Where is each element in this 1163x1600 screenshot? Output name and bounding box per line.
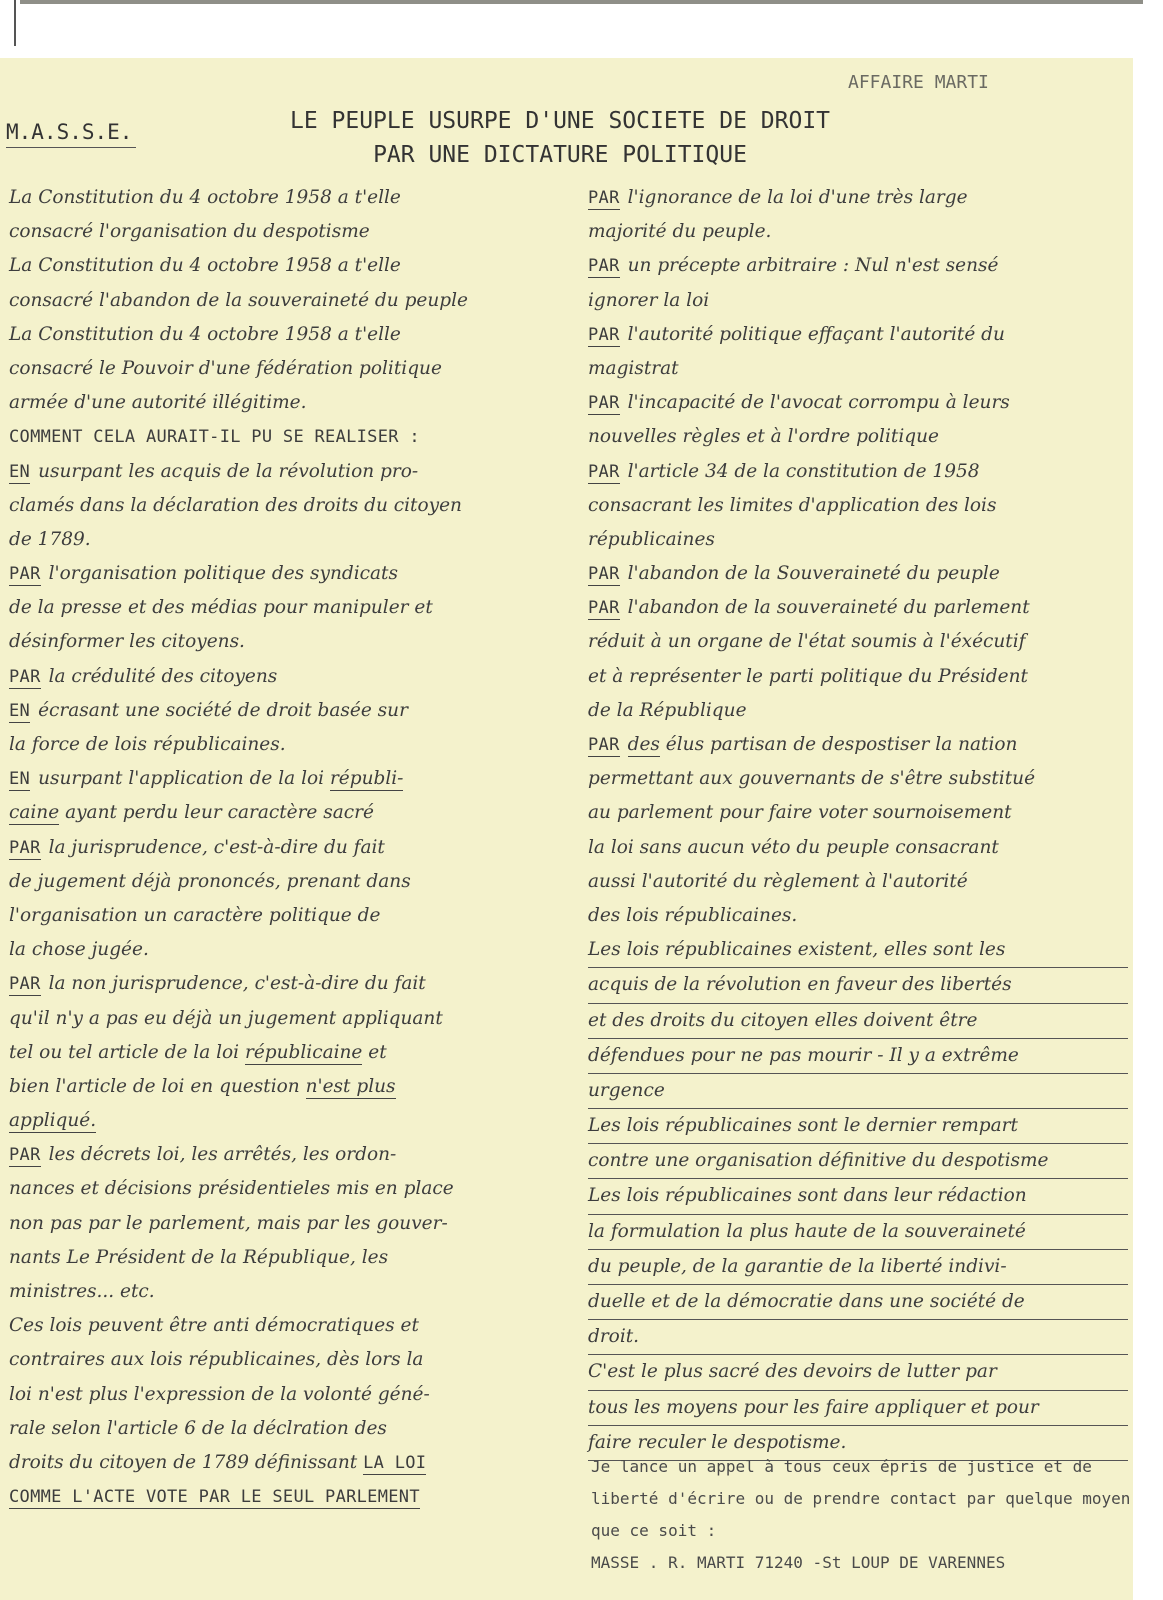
line-text: l'ignorance de la loi d'une très large bbox=[627, 187, 968, 208]
text-line: défendues pour ne pas mourir - Il y a extrême bbox=[588, 1039, 1128, 1074]
text-line: désinformer les citoyens. bbox=[9, 631, 245, 653]
text-line: et des droits du citoyen elles doivent être bbox=[588, 1004, 1128, 1039]
keyword: PAR bbox=[588, 324, 620, 345]
text-line: du peuple, de la garantie de la liberté indivi- bbox=[588, 1250, 1128, 1285]
text-line: rale selon l'article 6 de la déclration des bbox=[9, 1417, 387, 1439]
text-line: réduit à un organe de l'état soumis à l'éxécutif bbox=[588, 631, 1026, 653]
text-line: Ces lois peuvent être anti démocratiques et bbox=[9, 1315, 419, 1337]
text-line: républicaines bbox=[588, 528, 715, 550]
appeal-line: que ce soit : bbox=[591, 1521, 717, 1540]
text-line: permettant aux gouvernants de s'être substitué bbox=[588, 768, 1036, 790]
text-line bbox=[588, 591, 1128, 625]
line-text: l'article 34 de la constitution de 1958 bbox=[627, 460, 980, 482]
text-line: et à représenter le parti politique du Président bbox=[588, 665, 1028, 687]
appeal-line: liberté d'écrire ou de prendre contact par quelque moyen bbox=[591, 1489, 1131, 1508]
text-line bbox=[588, 386, 1128, 420]
keyword: PAR bbox=[588, 735, 620, 755]
text-line: La Constitution du 4 octobre 1958 a t'elle bbox=[9, 187, 401, 208]
text-line: la formulation la plus haute de la souveraineté bbox=[588, 1215, 1128, 1250]
text-line bbox=[9, 762, 549, 796]
line-text: bien l'article de loi en question bbox=[9, 1075, 300, 1097]
text-line: la force de lois républicaines. bbox=[9, 734, 286, 755]
text-line bbox=[588, 318, 1128, 352]
text-line bbox=[9, 1138, 549, 1172]
line-text: la crédulité des citoyens bbox=[48, 665, 278, 687]
line-text: usurpant les acquis de la révolution pro- bbox=[38, 460, 419, 482]
text-line: faire reculer le despotisme. bbox=[588, 1426, 1128, 1461]
line-text: droits du citoyen de 1789 définissant bbox=[9, 1451, 358, 1473]
text-line: la loi sans aucun véto du peuple consacrant bbox=[588, 836, 999, 858]
keyword: PAR bbox=[9, 564, 41, 585]
text-line: non pas par le parlement, mais par les gouver- bbox=[9, 1212, 448, 1234]
signoff-block bbox=[591, 1451, 1131, 1579]
text-line: tous les moyens pour les faire appliquer et pour bbox=[588, 1391, 1128, 1426]
text-line: des lois républicaines. bbox=[588, 904, 798, 926]
text-line: consacré le Pouvoir d'une fédération politique bbox=[9, 357, 442, 379]
text-line: magistrat bbox=[588, 357, 679, 379]
text-line bbox=[9, 660, 549, 694]
page-title bbox=[240, 104, 880, 172]
section-heading: COMMENT CELA AURAIT-IL PU SE REALISER : bbox=[9, 427, 420, 448]
line-text: l'abandon de la souveraineté du parlement bbox=[627, 597, 1030, 619]
underlined-text: COMME L'ACTE VOTE PAR LE SEUL PARLEMENT bbox=[9, 1487, 420, 1508]
keyword: EN bbox=[9, 769, 31, 790]
text-line: clamés dans la déclaration des droits du citoyen bbox=[9, 494, 462, 516]
text-line: aussi l'autorité du règlement à l'autorité bbox=[588, 870, 968, 892]
keyword: PAR bbox=[9, 974, 41, 995]
text-line: Les lois républicaines existent, elles sont les bbox=[588, 933, 1128, 968]
line-text: élus partisan de despostiser la nation bbox=[665, 734, 1018, 755]
underlined-text: LA LOI bbox=[363, 1452, 427, 1473]
text-line: acquis de la révolution en faveur des libertés bbox=[588, 968, 1128, 1003]
text-line: armée d'une autorité illégitime. bbox=[9, 392, 307, 414]
line-text: l'incapacité de l'avocat corrompu à leurs bbox=[627, 392, 1010, 414]
underlined-text: appliqué. bbox=[9, 1110, 97, 1132]
text-line: contre une organisation définitive du despotisme bbox=[588, 1144, 1128, 1179]
underlined-text: n'est plus bbox=[305, 1075, 396, 1097]
text-line: majorité du peuple. bbox=[588, 221, 772, 243]
text-line: La Constitution du 4 octobre 1958 a t'elle bbox=[9, 323, 401, 345]
scan-top-edge bbox=[20, 0, 1143, 4]
keyword: PAR bbox=[588, 188, 620, 208]
text-line: C'est le plus sacré des devoirs de lutter par bbox=[588, 1355, 1128, 1390]
underlined-text: caine bbox=[9, 802, 60, 824]
text-line: consacrant les limites d'application des lois bbox=[588, 494, 997, 516]
text-line: Les lois républicaines sont dans leur rédaction bbox=[588, 1179, 1128, 1214]
keyword: PAR bbox=[588, 598, 620, 619]
text-line bbox=[9, 1036, 549, 1070]
text-line: de la presse et des médias pour manipuler et bbox=[9, 597, 433, 619]
line-text: l'abandon de la Souveraineté du peuple bbox=[627, 563, 1000, 585]
text-line: nouvelles règles et à l'ordre politique bbox=[588, 426, 939, 448]
keyword: EN bbox=[9, 461, 31, 482]
keyword: EN bbox=[9, 700, 31, 721]
scan-left-edge bbox=[14, 0, 16, 46]
text-line: consacré l'organisation du despotisme bbox=[9, 221, 370, 243]
text-line bbox=[9, 1446, 549, 1480]
line-text: ayant perdu leur caractère sacré bbox=[65, 802, 374, 824]
text-line: contraires aux lois républicaines, dès lors la bbox=[9, 1349, 424, 1371]
appeal-line: Je lance un appel à tous ceux épris de justice et de bbox=[591, 1457, 1092, 1476]
right-column bbox=[588, 181, 1128, 1461]
text-line: la chose jugée. bbox=[9, 939, 149, 961]
keyword: PAR bbox=[9, 1145, 41, 1166]
text-line: La Constitution du 4 octobre 1958 a t'elle bbox=[9, 255, 401, 277]
text-line bbox=[9, 967, 549, 1001]
text-line: urgence bbox=[588, 1074, 1128, 1109]
organization-acronym: M.A.S.S.E. bbox=[6, 120, 136, 148]
line-text: usurpant l'application de la loi bbox=[38, 768, 325, 790]
text-line: de la République bbox=[588, 699, 747, 721]
text-line: qu'il n'y a pas eu déjà un jugement appliquant bbox=[9, 1007, 443, 1029]
line-text: et bbox=[368, 1041, 387, 1063]
line-text: écrasant une société de droit basée sur bbox=[38, 699, 408, 721]
text-line: nances et décisions présidentieles mis en place bbox=[9, 1178, 454, 1200]
text-line bbox=[588, 557, 1128, 591]
line-text: l'autorité politique effaçant l'autorité du bbox=[627, 323, 1005, 345]
keyword: PAR bbox=[588, 256, 620, 277]
text-line bbox=[9, 796, 549, 830]
keyword: PAR bbox=[588, 461, 620, 482]
left-column bbox=[9, 181, 549, 1514]
line-text: la jurisprudence, c'est-à-dire du fait bbox=[48, 836, 385, 858]
keyword: PAR bbox=[9, 666, 41, 687]
title-line-1: LE PEUPLE USURPE D'UNE SOCIETE DE DROIT bbox=[289, 108, 831, 134]
text-line: de 1789. bbox=[9, 528, 91, 550]
text-line: l'organisation un caractère politique de bbox=[9, 904, 381, 926]
text-line bbox=[588, 728, 1128, 762]
text-line bbox=[9, 455, 549, 489]
text-line: Les lois républicaines sont le dernier rempart bbox=[588, 1109, 1128, 1144]
text-line: duelle et de la démocratie dans une société de bbox=[588, 1285, 1128, 1320]
keyword: PAR bbox=[588, 393, 620, 414]
case-label: AFFAIRE MARTI bbox=[848, 72, 989, 93]
underlined-text: républicaine bbox=[244, 1041, 363, 1063]
text-line bbox=[9, 1070, 549, 1104]
signature-address: MASSE . R. MARTI 71240 -St LOUP DE VARENNES bbox=[591, 1553, 1006, 1572]
text-line bbox=[9, 1104, 549, 1138]
text-line: droit. bbox=[588, 1320, 1128, 1355]
line-text: la non jurisprudence, c'est-à-dire du fait bbox=[48, 973, 426, 995]
underlined-text: des bbox=[627, 734, 660, 755]
text-line bbox=[588, 455, 1128, 489]
text-line bbox=[9, 1480, 549, 1514]
line-text: les décrets loi, les arrêtés, les ordon- bbox=[48, 1144, 397, 1166]
text-line: au parlement pour faire voter sournoisement bbox=[588, 802, 1012, 824]
text-line: loi n'est plus l'expression de la volonté géné- bbox=[9, 1383, 430, 1405]
text-line bbox=[9, 831, 549, 865]
text-line bbox=[9, 557, 549, 591]
keyword: PAR bbox=[588, 564, 620, 585]
text-line bbox=[588, 249, 1128, 283]
line-text: l'organisation politique des syndicats bbox=[48, 563, 398, 585]
text-line bbox=[588, 181, 1128, 215]
keyword: PAR bbox=[9, 837, 41, 858]
line-text: un précepte arbitraire : Nul n'est sensé bbox=[627, 255, 999, 277]
text-line: nants Le Président de la République, les bbox=[9, 1246, 389, 1268]
text-line bbox=[9, 694, 549, 728]
title-line-2: PAR UNE DICTATURE POLITIQUE bbox=[373, 142, 747, 168]
text-line: ignorer la loi bbox=[588, 289, 710, 311]
text-line: de jugement déjà prononcés, prenant dans bbox=[9, 870, 411, 892]
text-line: consacré l'abandon de la souveraineté du peuple bbox=[9, 289, 468, 311]
text-line: ministres... etc. bbox=[9, 1281, 155, 1302]
line-text: tel ou tel article de la loi bbox=[9, 1041, 240, 1063]
underlined-text: républi- bbox=[329, 768, 404, 790]
